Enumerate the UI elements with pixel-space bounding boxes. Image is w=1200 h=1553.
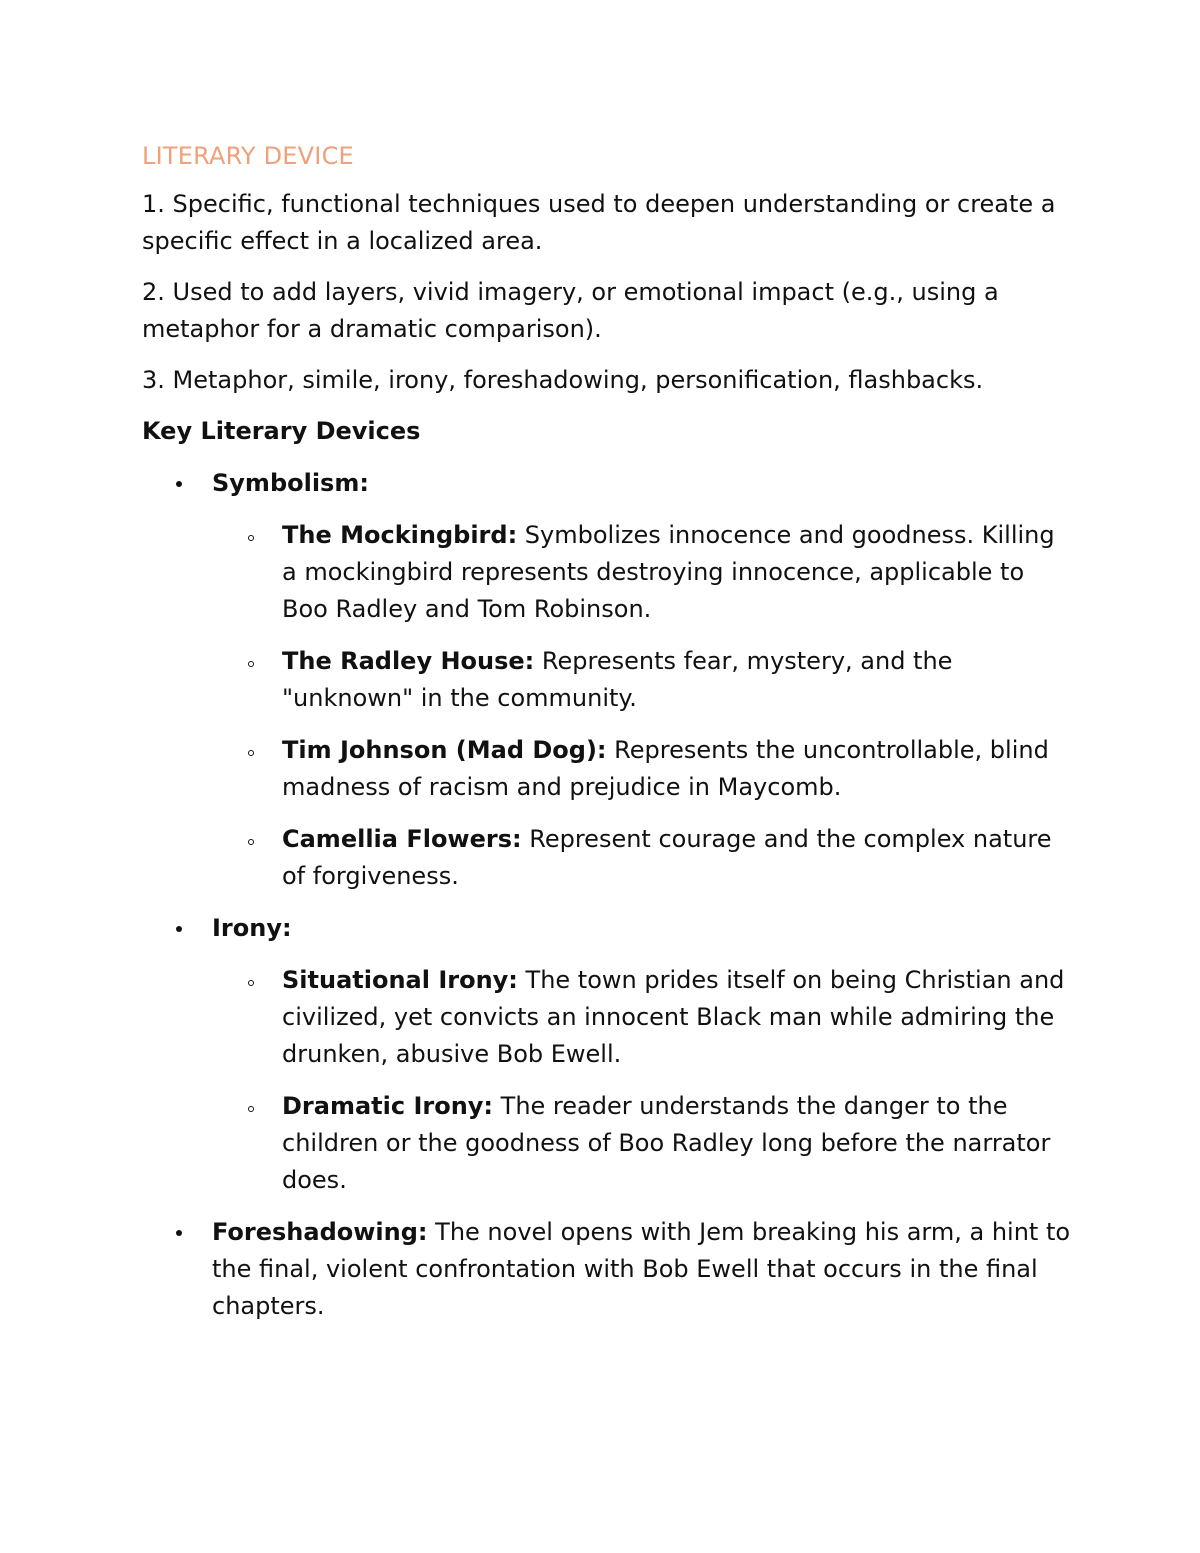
bullet-circle-icon: [248, 750, 254, 756]
sub-item-text: The town prides itself on being Christian and civilized, yet convicts an innocent Black man while admiring the drunken, abusive Bob Ewell.: [282, 966, 1065, 1068]
symbolism-sublist: [212, 517, 1072, 895]
device-label: Foreshadowing:: [212, 1218, 428, 1246]
irony-sublist: [212, 962, 1072, 1199]
definition-paragraph-2: 2. Used to add layers, vivid imagery, or emotional impact (e.g., using a metaphor for a dramatic comparison).: [142, 278, 999, 343]
device-label: Symbolism:: [212, 469, 369, 497]
sub-item-label: Situational Irony:: [282, 966, 518, 994]
bullet-dot-icon: [176, 481, 182, 487]
list-item-symbolism: [142, 465, 1072, 895]
sub-item-text: Represents fear, mystery, and the "unknown" in the community.: [282, 647, 953, 712]
list-item-foreshadowing: [142, 1214, 1072, 1325]
list-item-irony: [142, 910, 1072, 1199]
sub-item-text: Represents the uncontrollable, blind madness of racism and prejudice in Maycomb.: [282, 736, 1049, 801]
bullet-dot-icon: [176, 926, 182, 932]
sub-item-label: Camellia Flowers:: [282, 825, 522, 853]
sub-list-item: [212, 517, 1072, 628]
document-page: [142, 138, 1072, 1340]
device-text: The novel opens with Jem breaking his arm, a hint to the final, violent confrontation with Bob Ewell that occurs in the final chapters.: [212, 1218, 1071, 1320]
sub-item-label: The Mockingbird:: [282, 521, 518, 549]
sub-list-item: [212, 821, 1072, 895]
sub-item-text: The reader understands the danger to the children or the goodness of Boo Radley long before the narrator does.: [282, 1092, 1051, 1194]
bullet-circle-icon: [248, 980, 254, 986]
sub-item-label: Tim Johnson (Mad Dog):: [282, 736, 607, 764]
sub-item-label: Dramatic Irony:: [282, 1092, 494, 1120]
bullet-circle-icon: [248, 839, 254, 845]
device-label: Irony:: [212, 914, 292, 942]
devices-list: [142, 465, 1072, 1325]
section-title: Key Literary Devices: [142, 417, 421, 445]
sub-list-item: [212, 732, 1072, 806]
sub-item-text: Represent courage and the complex nature of forgiveness.: [282, 825, 1052, 890]
bullet-circle-icon: [248, 1106, 254, 1112]
bullet-circle-icon: [248, 661, 254, 667]
sub-list-item: [212, 643, 1072, 717]
document-heading: LITERARY DEVICE: [142, 142, 354, 170]
bullet-circle-icon: [248, 535, 254, 541]
sub-list-item: [212, 1088, 1072, 1199]
definition-paragraph-3: 3. Metaphor, simile, irony, foreshadowing, personification, flashbacks.: [142, 366, 984, 394]
sub-item-text: Symbolizes innocence and goodness. Killing a mockingbird represents destroying innocence, applicable to Boo Radley and Tom Robinson.: [282, 521, 1055, 623]
definition-paragraph-1: 1. Specific, functional techniques used to deepen understanding or create a specific effect in a localized area.: [142, 190, 1056, 255]
bullet-dot-icon: [176, 1230, 182, 1236]
sub-item-label: The Radley House:: [282, 647, 535, 675]
sub-list-item: [212, 962, 1072, 1073]
